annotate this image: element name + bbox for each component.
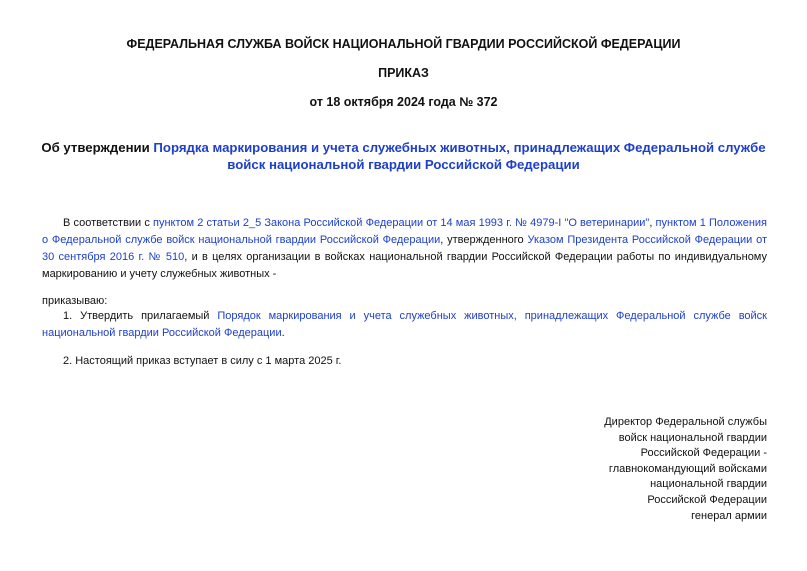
item-1-end: . (281, 327, 285, 339)
law-veterinary-link[interactable]: пунктом 2 статьи 2_5 Закона Российской Федерации от 14 мая 1993 г. № 4979-I "О ветеринарии" (153, 217, 650, 229)
signature-line: генерал армии (691, 509, 767, 522)
signature-line: главнокомандующий войсками (608, 462, 767, 475)
paragraph-preamble (42, 215, 767, 283)
signature-line: национальной гвардии (650, 478, 767, 491)
presidential-decree-link[interactable]: Указом Президента Российской Федерации от 30 сентября 2016 г. № 510 (42, 234, 767, 263)
paragraph-order: приказываю: (42, 295, 108, 307)
signature-block (604, 415, 767, 524)
title-link[interactable]: Порядка маркирования и учета служебных животных, принадлежащих Федеральной службе войск национальной гвардии Российской Федерации (153, 140, 766, 172)
item-1-text: 1. Утвердить прилагаемый (63, 310, 218, 322)
signature-line: Директор Федеральной службы (604, 416, 767, 428)
preamble-text-2: , (649, 217, 656, 229)
signature-line: войск национальной гвардии (618, 431, 767, 444)
signature-line: Российской Федерации - (640, 447, 767, 460)
signature-line: Российской Федерации (647, 493, 767, 506)
preamble-text-4: , и в целях организации в войсках национальной гвардии Российской Федерации работы по индивидуальному маркированию и учету служебных животных - (42, 251, 767, 280)
document-date-number: от 18 октября 2024 года № 372 (309, 95, 498, 109)
document-type: ПРИКАЗ (378, 66, 429, 80)
agency-name: ФЕДЕРАЛЬНАЯ СЛУЖБА ВОЙСК НАЦИОНАЛЬНОЙ ГВАРДИИ РОССИЙСКОЙ ФЕДЕРАЦИИ (126, 37, 681, 51)
procedure-link[interactable]: Порядок маркирования и учета служебных животных, принадлежащих Федеральной службе войск национальной гвардии Российской Федерации (42, 310, 767, 339)
document-title (40, 139, 767, 173)
paragraph-item-2: 2. Настоящий приказ вступает в силу с 1 марта 2025 г. (63, 355, 342, 367)
preamble-text-3: , утвержденного (440, 234, 528, 246)
regulation-link[interactable]: пунктом 1 Положения о Федеральной службе войск национальной гвардии Российской Федерации (42, 217, 767, 246)
title-prefix: Об утверждении (41, 140, 154, 155)
preamble-text-1: В соответствии с (63, 217, 153, 229)
paragraph-item-1 (42, 308, 767, 342)
